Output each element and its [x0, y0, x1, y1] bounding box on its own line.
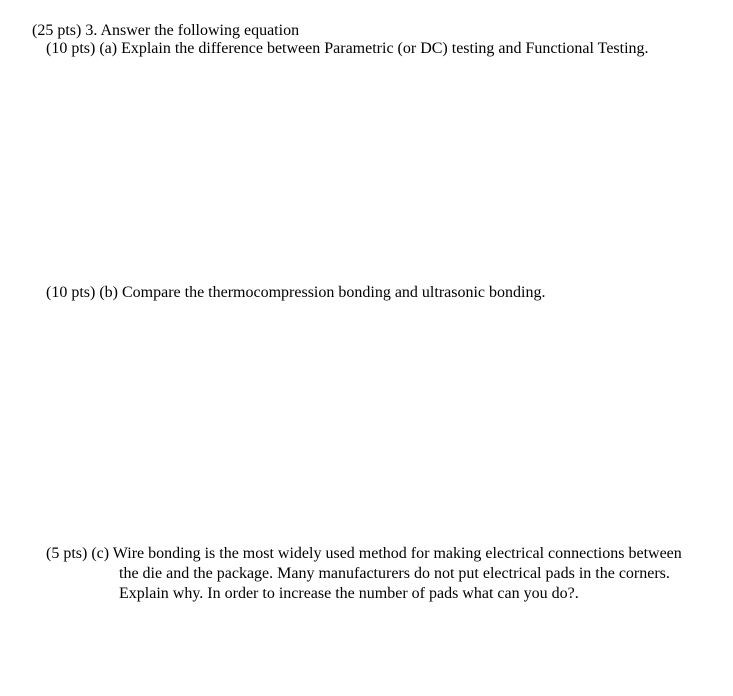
answer-space-a[interactable]	[46, 62, 686, 277]
answer-space-c[interactable]	[46, 608, 686, 688]
question-part-b: (10 pts) (b) Compare the thermocompression bonding and ultrasonic bonding.	[46, 284, 546, 301]
question-part-a: (10 pts) (a) Explain the difference between Parametric (or DC) testing and Functional Testing.	[46, 40, 649, 57]
question-part-c-line-1: (5 pts) (c) Wire bonding is the most widely used method for making electrical connections between	[46, 545, 682, 562]
question-part-c	[46, 544, 694, 604]
question-title: (25 pts) 3. Answer the following equation	[32, 22, 300, 39]
question-part-c-line-2: the die and the package. Many manufacturers do not put electrical pads in the corners.	[119, 565, 670, 582]
question-part-c-line-3: Explain why. In order to increase the number of pads what can you do?.	[119, 585, 579, 602]
answer-space-b[interactable]	[46, 306, 686, 538]
